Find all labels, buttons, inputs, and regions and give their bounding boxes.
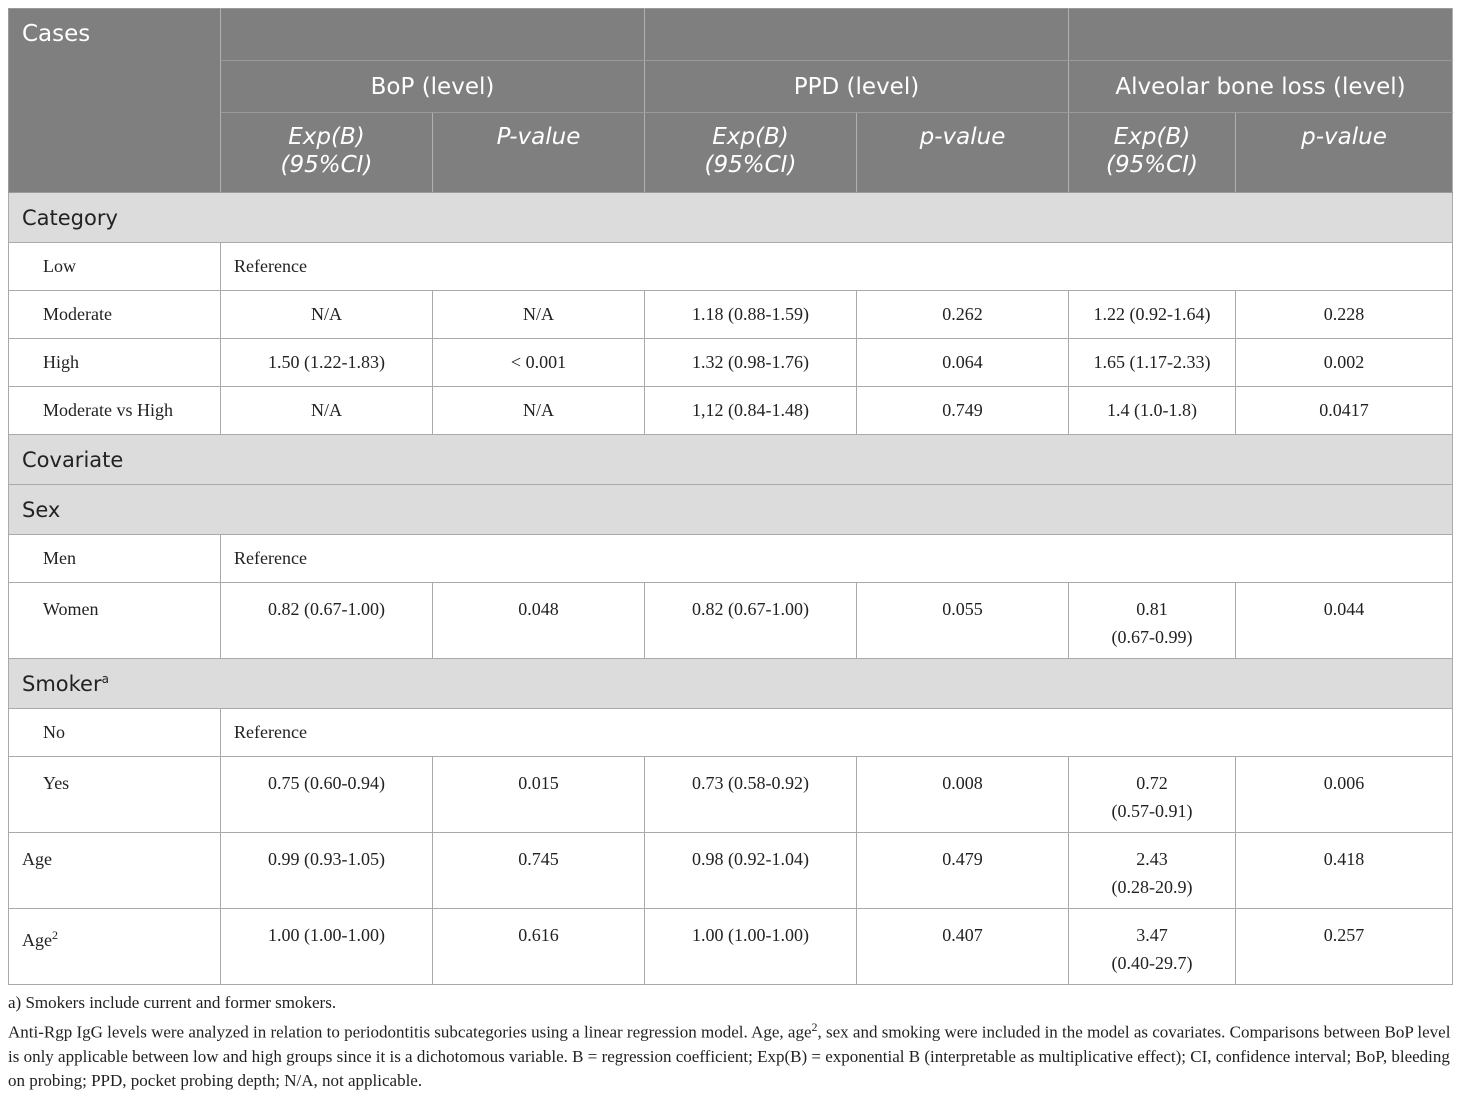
section-sex: Sex bbox=[9, 485, 1453, 535]
cell: < 0.001 bbox=[433, 339, 645, 387]
table-row bbox=[9, 709, 1453, 757]
section-row bbox=[9, 659, 1453, 709]
cell: 1.4 (1.0-1.8) bbox=[1069, 387, 1236, 435]
cell: N/A bbox=[221, 387, 433, 435]
cell: 0.002 bbox=[1236, 339, 1453, 387]
reference-cell: Reference bbox=[221, 535, 1453, 583]
cell: 0.015 bbox=[433, 757, 645, 833]
table-row bbox=[9, 339, 1453, 387]
section-row bbox=[9, 435, 1453, 485]
cell: 0.228 bbox=[1236, 291, 1453, 339]
section-covariate: Covariate bbox=[9, 435, 1453, 485]
cell: 0.064 bbox=[857, 339, 1069, 387]
cell: 0.418 bbox=[1236, 833, 1453, 909]
sub-header-exp: Exp(B) (95%CI) bbox=[645, 113, 857, 193]
section-row bbox=[9, 485, 1453, 535]
table-row bbox=[9, 833, 1453, 909]
cell: 1.00 (1.00-1.00) bbox=[645, 909, 857, 985]
cell: 0.048 bbox=[433, 583, 645, 659]
cell: 0.99 (0.93-1.05) bbox=[221, 833, 433, 909]
cell: 0.616 bbox=[433, 909, 645, 985]
footnote-main: Anti-Rgp IgG levels were analyzed in relation to periodontitis subcategories using a linear regression model. Age, age$^2$, sex and smoking were included in the model as covariates. Comparisons between BoP level is only applicable between low and high groups since it is a dichotomous variable. B = regression coefficient; Exp(B) = exponential B (interpretable as multiplicative effect); CI, confidence interval; BoP, bleeding on probing; PPD, pocket probing depth; N/A, not applicable. bbox=[8, 1020, 1451, 1090]
cell: 0.407 bbox=[857, 909, 1069, 985]
table-row bbox=[9, 387, 1453, 435]
header-blank bbox=[1069, 9, 1453, 61]
regression-table bbox=[8, 8, 1453, 985]
reference-cell: Reference bbox=[221, 709, 1453, 757]
row-label: Age$^2$ bbox=[9, 909, 221, 985]
table-notes bbox=[8, 991, 1452, 1093]
row-label: Age bbox=[9, 833, 221, 909]
cell: 0.055 bbox=[857, 583, 1069, 659]
cell: 0.749 bbox=[857, 387, 1069, 435]
row-label: Yes bbox=[9, 757, 221, 833]
cell: 0.82 (0.67-1.00) bbox=[221, 583, 433, 659]
group-header-ppd: PPD (level) bbox=[645, 61, 1069, 113]
reference-cell: Reference bbox=[221, 243, 1453, 291]
header-blank bbox=[221, 9, 645, 61]
section-smoker: Smoker$^a$ bbox=[9, 659, 1453, 709]
row-label: No bbox=[9, 709, 221, 757]
cell: 0.0417 bbox=[1236, 387, 1453, 435]
cell: 0.745 bbox=[433, 833, 645, 909]
cell: 0.81 (0.67-0.99) bbox=[1069, 583, 1236, 659]
cell: 1,12 (0.84-1.48) bbox=[645, 387, 857, 435]
cell: 2.43 (0.28-20.9) bbox=[1069, 833, 1236, 909]
cell: N/A bbox=[433, 387, 645, 435]
cell: 0.82 (0.67-1.00) bbox=[645, 583, 857, 659]
cell: 0.008 bbox=[857, 757, 1069, 833]
cell: N/A bbox=[433, 291, 645, 339]
group-header-bop: BoP (level) bbox=[221, 61, 645, 113]
row-label: Moderate vs High bbox=[9, 387, 221, 435]
cell: 3.47 (0.40-29.7) bbox=[1069, 909, 1236, 985]
cell: 1.22 (0.92-1.64) bbox=[1069, 291, 1236, 339]
cell: 1.65 (1.17-2.33) bbox=[1069, 339, 1236, 387]
table-row bbox=[9, 583, 1453, 659]
sub-header-p: p-value bbox=[1236, 113, 1453, 193]
row-label: High bbox=[9, 339, 221, 387]
cell: 0.72 (0.57-0.91) bbox=[1069, 757, 1236, 833]
row-label: Women bbox=[9, 583, 221, 659]
cell: 1.50 (1.22-1.83) bbox=[221, 339, 433, 387]
cell: 0.006 bbox=[1236, 757, 1453, 833]
cell: 0.73 (0.58-0.92) bbox=[645, 757, 857, 833]
header-blank bbox=[645, 9, 1069, 61]
table-row bbox=[9, 291, 1453, 339]
cell: 0.98 (0.92-1.04) bbox=[645, 833, 857, 909]
cell: 1.00 (1.00-1.00) bbox=[221, 909, 433, 985]
table-row bbox=[9, 535, 1453, 583]
table-container bbox=[8, 8, 1452, 1093]
row-label: Low bbox=[9, 243, 221, 291]
cell: 1.32 (0.98-1.76) bbox=[645, 339, 857, 387]
section-row bbox=[9, 193, 1453, 243]
cell: 0.257 bbox=[1236, 909, 1453, 985]
sub-header-exp: Exp(B) (95%CI) bbox=[1069, 113, 1236, 193]
section-category: Category bbox=[9, 193, 1453, 243]
row-label: Moderate bbox=[9, 291, 221, 339]
sub-header-p: P-value bbox=[433, 113, 645, 193]
cell: 0.044 bbox=[1236, 583, 1453, 659]
sub-header-p: p-value bbox=[857, 113, 1069, 193]
row-label: Men bbox=[9, 535, 221, 583]
cell: 0.479 bbox=[857, 833, 1069, 909]
footnote-a: a) Smokers include current and former smokers. bbox=[8, 993, 337, 1012]
cell: N/A bbox=[221, 291, 433, 339]
group-header-alveolar: Alveolar bone loss (level) bbox=[1069, 61, 1453, 113]
cell: 0.262 bbox=[857, 291, 1069, 339]
cell: 0.75 (0.60-0.94) bbox=[221, 757, 433, 833]
footnote-marker: a bbox=[101, 671, 109, 686]
table-row bbox=[9, 757, 1453, 833]
cell: 1.18 (0.88-1.59) bbox=[645, 291, 857, 339]
sub-header-exp: Exp(B) (95%CI) bbox=[221, 113, 433, 193]
cases-header: Cases bbox=[9, 9, 221, 193]
table-row bbox=[9, 909, 1453, 985]
table-row bbox=[9, 243, 1453, 291]
